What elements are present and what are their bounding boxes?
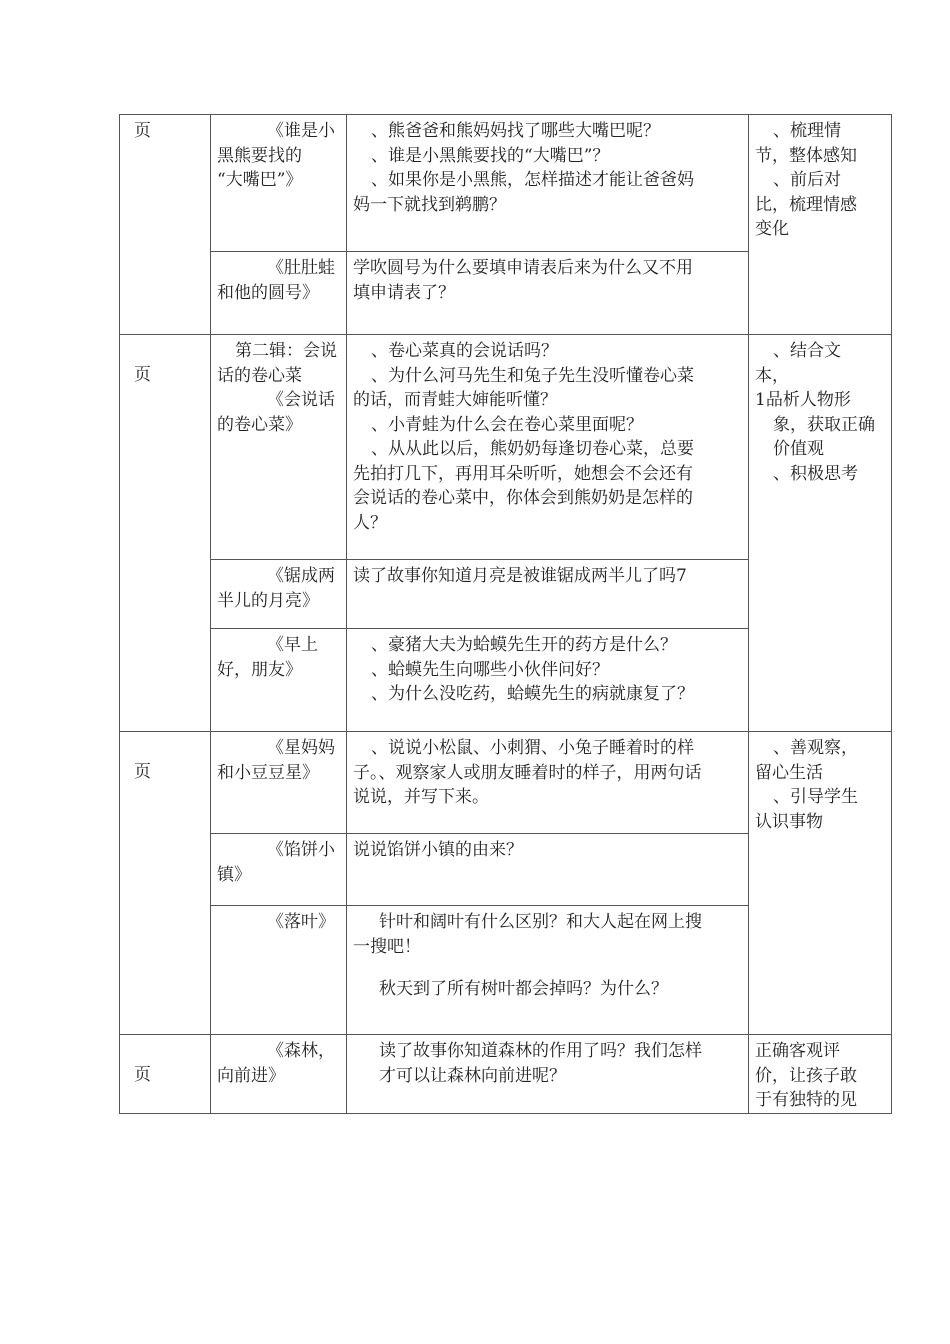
question-cell: [347, 335, 749, 560]
story-title-cell: [211, 252, 347, 335]
question-line: 、熊爸爸和熊妈妈找了哪些大嘴巴呢？: [371, 121, 660, 141]
goal-line: 正确客观评: [755, 1041, 840, 1061]
goal-cell: [749, 335, 892, 732]
page-label: 页: [134, 1065, 151, 1085]
story-title-line: “大嘴巴”》: [217, 170, 303, 190]
goal-line: 本，: [755, 365, 789, 386]
story-title-cell: [211, 560, 347, 629]
reading-plan-table: [119, 114, 892, 1114]
question-line: 说说馅饼小镇的由来？: [353, 840, 523, 860]
story-title-cell: [211, 335, 347, 560]
question-line: 、说说小松鼠、小刺猬、小兔子睡着时的样: [371, 738, 694, 758]
story-title-line: 和小豆豆星》: [217, 762, 319, 783]
story-title-line: 《馅饼小: [267, 840, 335, 860]
goal-line: 、前后对: [773, 170, 841, 190]
story-title-line: 《森林，: [267, 1041, 335, 1061]
question-cell: [347, 834, 749, 906]
question-line: 、如果你是小黑熊，怎样描述才能让爸爸妈: [371, 170, 694, 190]
question-line: 才可以让森林向前进呢？: [379, 1065, 566, 1086]
question-cell: [347, 252, 749, 335]
question-line: 、为什么没吃药，蛤蟆先生的病就康复了？: [371, 684, 694, 704]
question-line: 读了故事你知道月亮是被谁锯成两半儿了吗7: [353, 566, 687, 586]
question-line: 的话，而青蛙大婶能听懂？: [353, 390, 557, 410]
story-title-line: 向前进》: [217, 1065, 285, 1086]
question-line: 人？: [353, 512, 387, 533]
story-title-cell: [211, 834, 347, 906]
question-line: 针叶和阔叶有什么区别？和大人起在网上搜: [379, 912, 702, 932]
question-line: 妈一下就找到鹈鹏？: [353, 194, 506, 215]
story-title-line: 《星妈妈: [267, 738, 335, 758]
question-line: 、谁是小黑熊要找的“大嘴巴”？: [371, 145, 610, 166]
goal-line: 价，让孩子敢: [755, 1065, 857, 1086]
story-title-line: 《会说话: [267, 390, 335, 410]
story-title-line: 半儿的月亮》: [217, 590, 319, 611]
goal-line: 1品析人物形: [755, 390, 851, 410]
question-line: 、从从此以后，熊奶奶每逢切卷心菜，总要: [371, 439, 694, 459]
story-title-cell: [211, 906, 347, 1035]
story-title-line: 《肚肚蛙: [267, 258, 335, 278]
goal-cell: [749, 732, 892, 1035]
goal-line: 、积极思考: [773, 463, 858, 484]
page-label: 页: [134, 365, 151, 385]
goal-line: 认识事物: [755, 811, 823, 832]
question-line: 学吹圆号为什么要填申请表后来为什么又不用: [353, 258, 693, 278]
question-line: 填申请表了？: [353, 282, 455, 303]
goal-line: 留心生活: [755, 762, 823, 783]
story-title-cell: [211, 629, 347, 732]
story-title-line: 《谁是小: [267, 121, 335, 141]
story-title-line: 镇》: [217, 864, 251, 885]
question-line: 、蛤蟆先生向哪些小伙伴问好？: [371, 659, 609, 680]
question-line: 、小青蛙为什么会在卷心菜里面呢？: [371, 414, 643, 435]
goal-line: 价值观: [773, 439, 824, 459]
question-cell: [347, 629, 749, 732]
goal-line: 、梳理情: [773, 121, 841, 141]
question-cell: [347, 906, 749, 1035]
story-title-line: 《落叶》: [267, 912, 335, 932]
story-title-cell: [211, 732, 347, 834]
goal-line: 象，获取正确: [773, 414, 875, 435]
goal-line: 变化: [755, 219, 789, 239]
question-line: 先拍打几下，再用耳朵听听，她想会不会还有: [353, 463, 693, 484]
page-label: 页: [134, 121, 151, 141]
question-line: 、卷心菜真的会说话吗？: [371, 341, 558, 361]
story-title-line: 《早上: [267, 635, 318, 655]
goal-cell: [749, 115, 892, 335]
page-label-cell: [120, 732, 211, 1035]
story-title-line: 第二辑：会说: [235, 341, 337, 361]
story-title-cell: [211, 115, 347, 252]
question-cell: [347, 560, 749, 629]
question-line: 读了故事你知道森林的作用了吗？我们怎样: [379, 1041, 702, 1061]
question-line: 会说话的卷心菜中，你体会到熊奶奶是怎样的: [353, 488, 693, 508]
page-label-cell: [120, 1035, 211, 1114]
question-line: 说说，并写下来。: [353, 787, 489, 807]
story-title-line: 话的卷心菜: [217, 365, 302, 386]
question-line: 、为什么河马先生和兔子先生没听懂卷心菜: [371, 365, 694, 386]
question-cell: [347, 115, 749, 252]
question-line: 一搜吧！: [353, 936, 421, 957]
story-title-line: 《锯成两: [267, 566, 335, 586]
question-line: 、豪猪大夫为蛤蟆先生开的药方是什么？: [371, 635, 677, 655]
goal-line: 比，梳理情感: [755, 194, 857, 215]
goal-line: 节，整体感知: [755, 145, 857, 166]
goal-line: 、引导学生: [773, 787, 858, 807]
question-line: 秋天到了所有树叶都会掉吗？为什么？: [379, 979, 668, 999]
page-label-cell: [120, 335, 211, 732]
question-line: 子。、观察家人或朋友睡着时的样子，用两句话: [353, 762, 702, 783]
question-cell: [347, 732, 749, 834]
goal-cell: [749, 1035, 892, 1114]
goal-line: 、善观察，: [773, 738, 858, 758]
story-title-line: 的卷心菜》: [217, 414, 302, 435]
page-label: 页: [134, 762, 151, 782]
question-cell: [347, 1035, 749, 1114]
goal-line: 于有独特的见: [755, 1090, 857, 1110]
page-label-cell: [120, 115, 211, 335]
story-title-line: 好，朋友》: [217, 659, 302, 680]
story-title-line: 和他的圆号》: [217, 282, 319, 303]
story-title-line: 黑熊要找的: [217, 145, 302, 166]
story-title-cell: [211, 1035, 347, 1114]
goal-line: 、结合文: [773, 341, 841, 361]
